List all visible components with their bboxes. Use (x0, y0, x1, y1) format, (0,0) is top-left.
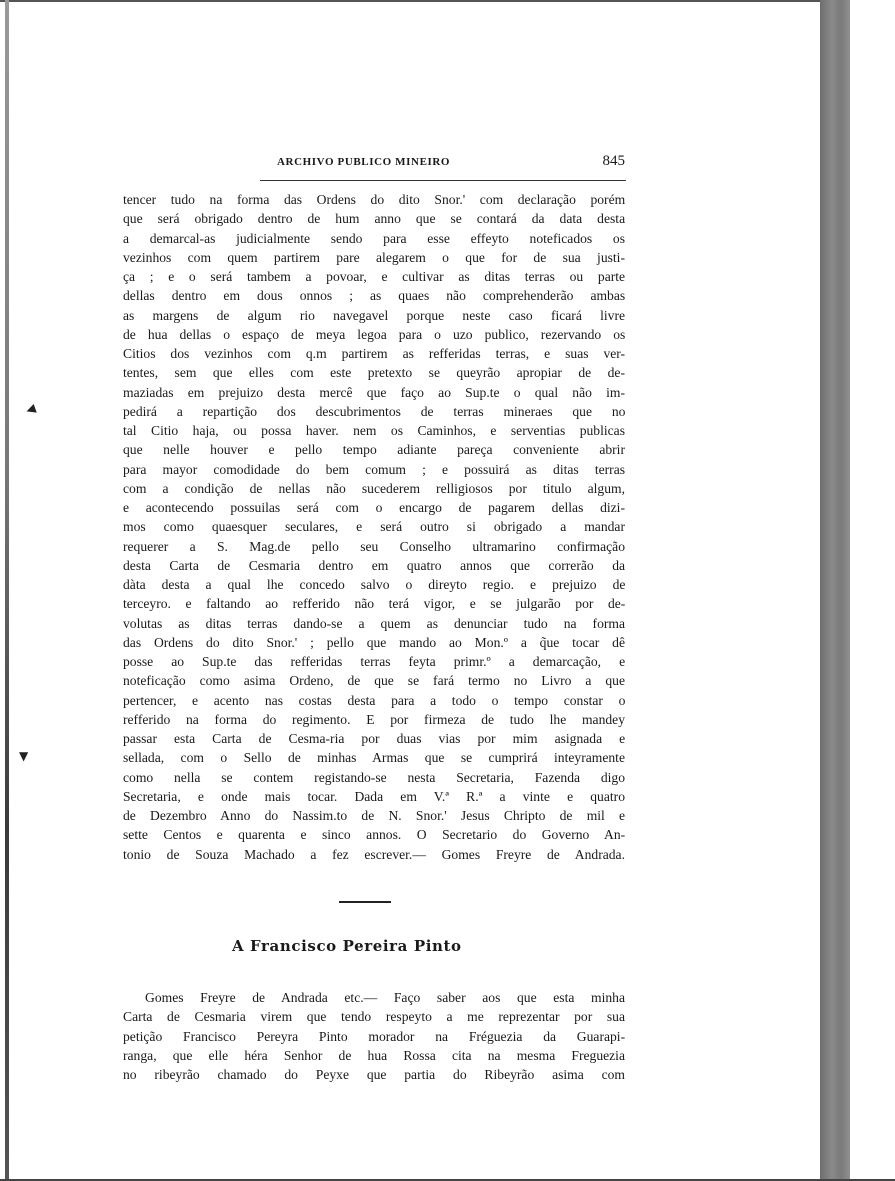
text-line: ranga, que elle héra Senhor de hua Rossa cita na mesma Freguezia (123, 1047, 625, 1063)
text-line: posse ao Sup.te das refferidas terras feyta primr.º a demarcação, e (123, 654, 626, 669)
text-line: de Dezembro Anno do Nassim.to de N. Snor.' Jesus Chripto de mil e (123, 808, 626, 823)
text-line: mos como quaesquer seculares, e será outro si obrigado a mandar (123, 519, 625, 535)
text-line: pertencer, e acento nas costas desta para a todo o tempo constar o (123, 692, 626, 708)
text-line: Carta de Cesmaria virem que tendo respeyto a me reprezentar por sua (123, 1009, 625, 1025)
text-line: com a condição de nellas não sucederem relligiosos por titulo algum, (123, 480, 625, 496)
page-gutter-shadow (5, 0, 9, 1181)
text-line: as margens de algum rio navegavel porque neste caso ficará livre (123, 307, 625, 323)
text-line: que será obrigado dentro de hum anno que se contará da data desta (123, 211, 626, 227)
text-line: requerer a S. Mag.de pello seu Conselho ultramarino confirmação (123, 538, 625, 554)
page-number: 845 (602, 153, 625, 169)
running-header-title: ARCHIVO PUBLICO MINEIRO (277, 156, 451, 168)
text-line: no ribeyrão chamado do Peyxe que partia do Ribeyrão asima com (123, 1067, 625, 1082)
text-line: tentes, sem que elles com este pretexto se queyrão apropiar de de- (123, 365, 625, 381)
text-line: para mayor comodidade do bem comum ; e possuirá as ditas terras (123, 461, 626, 477)
text-line: sellada, com o Sello de minhas Armas que se cumprirá inteyramente (123, 750, 625, 766)
text-line: maziadas em prejuizo desta mercê que faço ao Sup.te o qual não im- (123, 384, 625, 400)
text-line: Gomes Freyre de Andrada etc.— Faço saber aos que esta minha (145, 990, 625, 1005)
text-line: desta Carta de Cesmaria dentro em quatro annos que correrão da (123, 557, 626, 573)
page-margin-right (850, 0, 895, 1181)
text-line: noteficação como asima Ordeno, de que se fará termo no Livro a que (123, 673, 625, 689)
text-line: vezinhos com quem partirem pare alegarem o que for de sua justi- (123, 249, 625, 265)
text-line: dàta desta a qual lhe concedo salvo o direyto regio. e prejuizo de (123, 577, 626, 592)
section-paragraph (123, 988, 625, 1084)
text-line: refferido na forma do regimento. E por firmeza de tudo lhe mandey (123, 711, 625, 727)
text-line: como nella se contem registando-se nesta Secretaria, Fazenda digo (123, 769, 625, 785)
section-heading: A Francisco Pereira Pinto (232, 937, 462, 955)
running-header (260, 151, 630, 173)
text-line: das Ordens do dito Snor.' ; pello que mando ao Mon.º a q̃ue tocar dê (123, 634, 625, 650)
text-line: passar esta Carta de Cesma-ria por duas vias por mim asignada e (123, 731, 626, 746)
text-line: e acontecendo possuilas será com o encargo de pagarem dellas dizi- (123, 500, 625, 515)
page-edge-shadow (820, 0, 850, 1181)
text-line: dellas dentro em dous onnos ; as quaes não comprehenderão ambas (123, 288, 626, 304)
text-line: pedirá a repartição dos descubrimentos de terras mineraes que no (123, 403, 626, 419)
text-line: que nelle houver e pello tempo adiante pareça conveniente abrir (123, 442, 625, 458)
text-line: Secretaria, e onde mais tocar. Dada em V.ª R.ª a vinte e quatro (123, 788, 625, 804)
text-line: tonio de Souza Machado a fez escrever.— Gomes Freyre de Andrada. (123, 846, 625, 862)
text-line: Citios dos vezinhos com q.m partirem as refferidas terras, e suas ver- (123, 346, 626, 361)
section-divider (339, 901, 391, 903)
text-line: petição Francisco Pereyra Pinto morador na Fréguezia da Guarapi- (123, 1028, 626, 1044)
scan-top-border (0, 0, 895, 2)
text-line: volutas as ditas terras dando-se a quem as denunciar tudo na forma (123, 615, 625, 631)
text-line: tal Citio haja, ou possa haver. nem os Caminhos, e serventias publicas (123, 423, 625, 438)
text-line: terceyro. e faltando ao refferido não terá vigor, e se julgarão por de- (123, 596, 626, 612)
text-line: sette Centos e quarenta e sinco annos. O Secretario do Governo An- (123, 827, 626, 843)
text-line: a demarcal-as judicialmente sendo para esse effeyto noteficados os (123, 230, 625, 246)
margin-triangle-mark-icon: ▼ (19, 749, 29, 763)
body-paragraph (123, 190, 625, 864)
text-line: de hua dellas o espaço de meya legoa para o uzo publico, rezervando os (123, 326, 626, 342)
text-line: ça ; e o será tambem a povoar, e cultivar as ditas terras ou parte (123, 269, 626, 284)
margin-arrow-mark-icon: ◀ (23, 400, 38, 418)
header-rule (260, 180, 626, 181)
text-line: tencer tudo na forma das Ordens do dito Snor.' com declaração porém (123, 192, 626, 207)
